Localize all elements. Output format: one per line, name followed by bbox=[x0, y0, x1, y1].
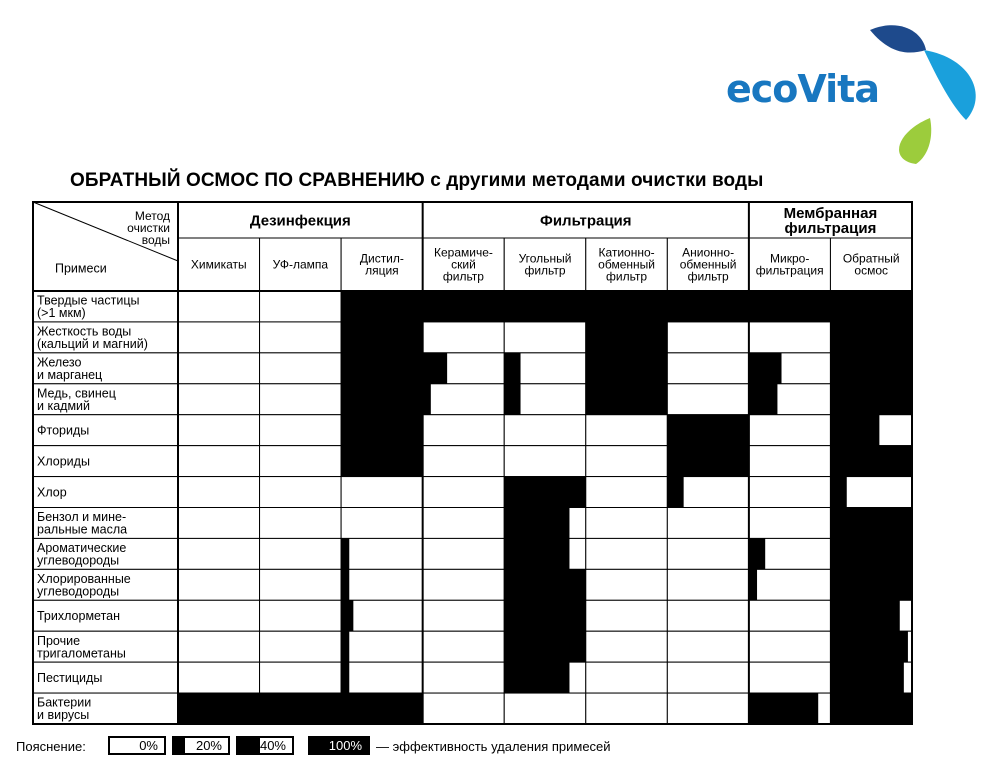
efficiency-bar bbox=[586, 384, 668, 415]
legend-label: Пояснение: bbox=[16, 739, 86, 754]
impurity-label: Твердые частицы (>1 мкм) bbox=[37, 293, 140, 321]
efficiency-bar bbox=[341, 322, 423, 353]
efficiency-bar bbox=[504, 291, 586, 322]
table-cell bbox=[586, 569, 668, 600]
corner-method-label: Метод очистки воды bbox=[127, 209, 170, 248]
impurity-label: Бензол и мине-ральные масла bbox=[37, 510, 128, 537]
table-cell bbox=[749, 477, 831, 508]
table-cell bbox=[178, 631, 260, 662]
efficiency-bar bbox=[830, 446, 912, 477]
table-cell bbox=[260, 631, 342, 662]
efficiency-bar bbox=[667, 477, 683, 508]
efficiency-bar bbox=[341, 538, 349, 569]
impurity-label: Хлорированные углеводороды bbox=[37, 571, 131, 599]
efficiency-bar bbox=[667, 446, 749, 477]
table-cell bbox=[178, 384, 260, 415]
efficiency-bar bbox=[830, 631, 907, 662]
table-cell bbox=[178, 508, 260, 539]
efficiency-bar bbox=[830, 291, 912, 322]
efficiency-bar bbox=[749, 291, 831, 322]
table-cell bbox=[178, 322, 260, 353]
corner-impurity-label: Примеси bbox=[55, 261, 107, 276]
table-cell bbox=[260, 353, 342, 384]
table-cell bbox=[178, 662, 260, 693]
table-cell bbox=[260, 508, 342, 539]
table-cell bbox=[667, 508, 749, 539]
impurity-label: Жесткость воды (кальций и магний) bbox=[37, 324, 148, 352]
table-cell bbox=[423, 569, 505, 600]
table-cell bbox=[749, 446, 831, 477]
table-cell bbox=[260, 415, 342, 446]
efficiency-bar bbox=[586, 322, 668, 353]
efficiency-bar bbox=[749, 538, 765, 569]
chart-title: ОБРАТНЫЙ ОСМОС ПО СРАВНЕНИЮ с другими методами очистки воды bbox=[70, 170, 764, 191]
table-cell bbox=[423, 631, 505, 662]
table-cell bbox=[260, 477, 342, 508]
group-header-label: Мембранная фильтрация bbox=[783, 204, 878, 237]
table-cell bbox=[586, 662, 668, 693]
table-cell bbox=[667, 569, 749, 600]
efficiency-bar bbox=[341, 446, 423, 477]
table-cell bbox=[260, 322, 342, 353]
table-cell bbox=[667, 538, 749, 569]
table-cell bbox=[749, 415, 831, 446]
table-cell bbox=[586, 415, 668, 446]
method-header-label: Керамиче-ский фильтр bbox=[433, 245, 493, 284]
table-cell bbox=[749, 662, 831, 693]
table-cell bbox=[586, 693, 668, 724]
legend-item-20: 20% bbox=[172, 736, 230, 755]
table-cell bbox=[178, 600, 260, 631]
table-cell bbox=[341, 538, 423, 569]
efficiency-bar bbox=[341, 384, 423, 415]
table-cell bbox=[423, 508, 505, 539]
legend-description: — эффективность удаления примесей bbox=[376, 739, 611, 754]
efficiency-bar bbox=[341, 662, 349, 693]
table-cell bbox=[586, 538, 668, 569]
table-cell bbox=[586, 508, 668, 539]
table-cell bbox=[667, 631, 749, 662]
method-header-label: Микро-фильтрация bbox=[755, 251, 824, 278]
efficiency-bar bbox=[341, 291, 423, 322]
efficiency-bar bbox=[749, 384, 778, 415]
efficiency-bar bbox=[423, 384, 431, 415]
table-cell bbox=[341, 662, 423, 693]
efficiency-bar bbox=[178, 693, 260, 724]
table-cell bbox=[260, 384, 342, 415]
table-cell bbox=[341, 631, 423, 662]
efficiency-bar bbox=[586, 353, 668, 384]
table-cell bbox=[667, 384, 749, 415]
method-header-label: Обратный осмос bbox=[842, 251, 900, 278]
table-cell bbox=[341, 508, 423, 539]
table-cell bbox=[178, 446, 260, 477]
method-header-label: Катионно-обменный фильтр bbox=[598, 245, 655, 284]
impurity-label: Железо и марганец bbox=[37, 355, 103, 382]
impurity-label: Бактерии и вирусы bbox=[37, 695, 92, 723]
table-cell bbox=[178, 415, 260, 446]
efficiency-bar bbox=[423, 353, 447, 384]
table-cell bbox=[178, 569, 260, 600]
legend-item-0: 0% bbox=[108, 736, 166, 755]
efficiency-bar bbox=[830, 600, 899, 631]
table-cell bbox=[749, 600, 831, 631]
impurity-label: Хлор bbox=[37, 485, 67, 500]
table-cell bbox=[749, 508, 831, 539]
method-header-label: Анионно-обменный фильтр bbox=[679, 245, 737, 284]
efficiency-bar bbox=[830, 322, 912, 353]
table-cell bbox=[667, 662, 749, 693]
efficiency-bar bbox=[504, 353, 520, 384]
table-cell bbox=[260, 291, 342, 322]
efficiency-bar bbox=[341, 353, 423, 384]
method-header-label: УФ-лампа bbox=[272, 257, 329, 272]
efficiency-bar bbox=[341, 600, 353, 631]
table-cell bbox=[260, 662, 342, 693]
efficiency-bar bbox=[830, 384, 912, 415]
table-cell bbox=[423, 600, 505, 631]
table-cell bbox=[586, 631, 668, 662]
table-cell bbox=[504, 693, 586, 724]
table-cell bbox=[504, 322, 586, 353]
brand-name: ecoVita bbox=[726, 67, 879, 111]
impurity-label: Фториды bbox=[37, 423, 90, 438]
table-cell bbox=[423, 662, 505, 693]
method-header-label: Дистил-ляция bbox=[359, 251, 404, 278]
method-header-label: Угольный фильтр bbox=[518, 251, 572, 278]
efficiency-bar bbox=[749, 693, 818, 724]
legend-item-100: 100% bbox=[308, 736, 370, 755]
efficiency-bar bbox=[423, 291, 505, 322]
table-cell bbox=[423, 477, 505, 508]
efficiency-bar bbox=[830, 662, 903, 693]
efficiency-bar bbox=[749, 353, 782, 384]
table-cell bbox=[260, 600, 342, 631]
efficiency-bar bbox=[504, 631, 586, 662]
table-cell bbox=[341, 569, 423, 600]
table-cell bbox=[749, 569, 831, 600]
efficiency-bar bbox=[504, 569, 586, 600]
table-cell bbox=[423, 384, 505, 415]
impurity-label: Пестициды bbox=[37, 670, 103, 685]
table-cell bbox=[178, 353, 260, 384]
efficiency-bar bbox=[341, 415, 423, 446]
table-cell bbox=[423, 538, 505, 569]
efficiency-bar bbox=[830, 693, 912, 724]
efficiency-bar bbox=[830, 538, 912, 569]
efficiency-bar bbox=[830, 477, 846, 508]
table-cell bbox=[667, 693, 749, 724]
efficiency-bar bbox=[586, 291, 668, 322]
efficiency-bar bbox=[341, 569, 349, 600]
table-cell bbox=[178, 538, 260, 569]
efficiency-bar bbox=[504, 538, 569, 569]
table-cell bbox=[260, 569, 342, 600]
efficiency-bar bbox=[830, 569, 912, 600]
efficiency-bar bbox=[504, 508, 569, 539]
group-header-label: Дезинфекция bbox=[249, 212, 351, 230]
table-cell bbox=[423, 322, 505, 353]
efficiency-bar bbox=[504, 600, 586, 631]
efficiency-bar bbox=[830, 508, 912, 539]
efficiency-bar bbox=[667, 415, 749, 446]
method-header-label: Химикаты bbox=[190, 257, 247, 272]
table-cell bbox=[586, 600, 668, 631]
table-cell bbox=[178, 291, 260, 322]
table-cell bbox=[667, 600, 749, 631]
table-cell bbox=[749, 322, 831, 353]
impurity-label: Медь, свинец и кадмий bbox=[37, 386, 116, 413]
table-cell bbox=[423, 415, 505, 446]
impurity-label: Трихлорметан bbox=[37, 609, 121, 624]
efficiency-bar bbox=[830, 415, 879, 446]
impurity-label: Ароматические углеводороды bbox=[37, 541, 127, 568]
legend-item-40: 40% bbox=[236, 736, 294, 755]
efficiency-bar bbox=[341, 693, 423, 724]
efficiency-bar bbox=[341, 631, 349, 662]
efficiency-bar bbox=[504, 662, 569, 693]
group-header-label: Фильтрация bbox=[540, 212, 632, 230]
table-cell bbox=[178, 477, 260, 508]
efficiency-bar bbox=[504, 384, 520, 415]
table-cell bbox=[749, 631, 831, 662]
efficiency-bar bbox=[749, 569, 757, 600]
impurity-label: Прочие тригалометаны bbox=[37, 633, 126, 661]
table-cell bbox=[423, 693, 505, 724]
table-cell bbox=[586, 446, 668, 477]
impurity-label: Хлориды bbox=[37, 454, 90, 469]
efficiency-bar bbox=[830, 353, 912, 384]
efficiency-bar bbox=[504, 477, 586, 508]
table-cell bbox=[260, 446, 342, 477]
table-cell bbox=[341, 477, 423, 508]
table-cell bbox=[586, 477, 668, 508]
table-cell bbox=[260, 538, 342, 569]
table-cell bbox=[667, 322, 749, 353]
table-cell bbox=[504, 446, 586, 477]
efficiency-bar bbox=[260, 693, 342, 724]
table-cell bbox=[667, 353, 749, 384]
table-cell bbox=[504, 415, 586, 446]
table-cell bbox=[423, 446, 505, 477]
efficiency-bar bbox=[667, 291, 749, 322]
